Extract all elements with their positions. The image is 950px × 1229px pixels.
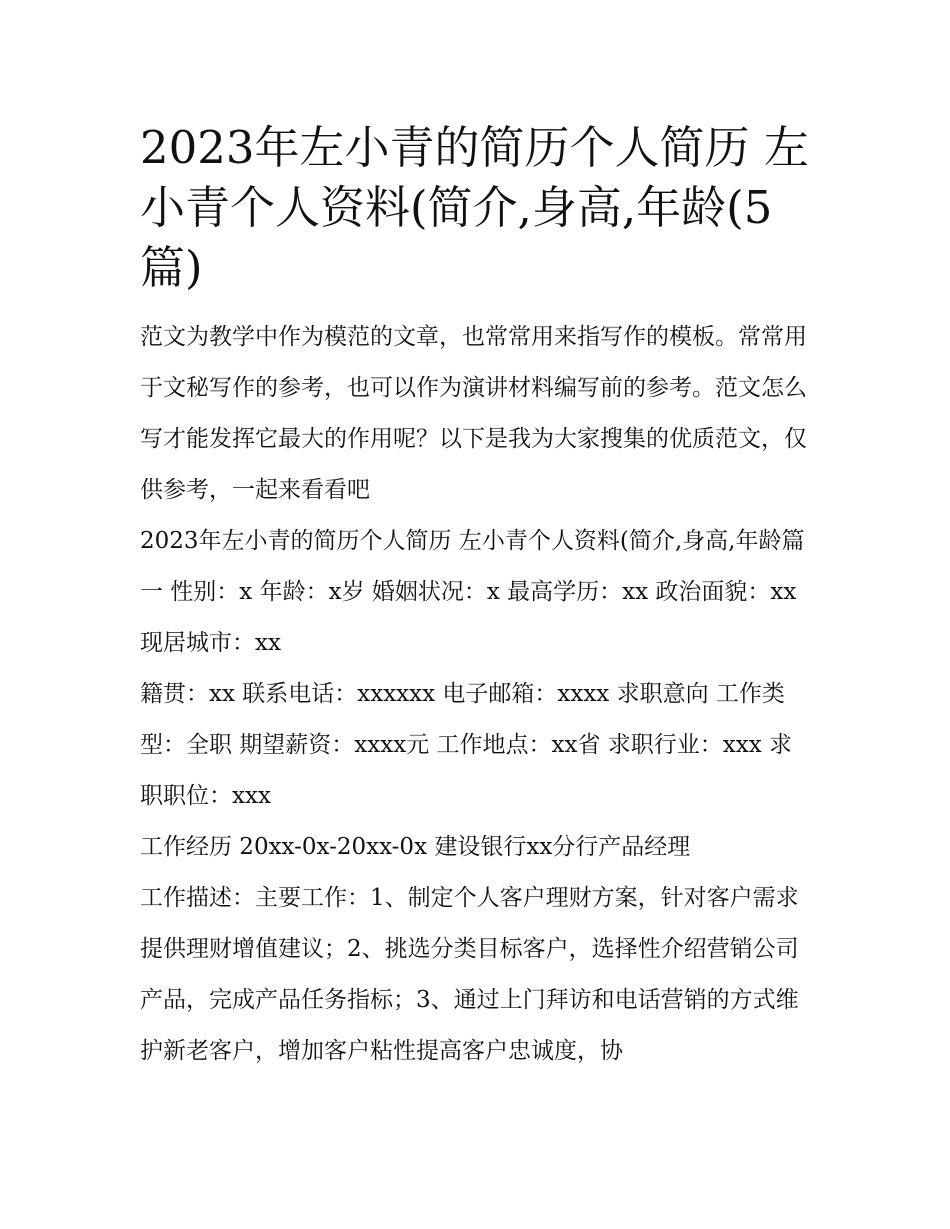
document-title: 2023年左小青的简历个人简历 左小青个人资料(简介,身高,年龄(5篇) [140, 121, 809, 294]
resume-basic-info-paragraph: 2023年左小青的简历个人简历 左小青个人资料(简介,身高,年龄篇一 性别：x 年龄：x岁 婚姻状况：x 最高学历：xx 政治面貌：xx 现居城市：xx [140, 528, 805, 656]
resume-contact-intent-paragraph: 籍贯：xx 联系电话：xxxxxx 电子邮箱：xxxx 求职意向 工作类型：全职 期望薪资：xxxx元 工作地点：xx省 求职行业：xxx 求职职位：xxx [140, 681, 792, 809]
intro-paragraph: 范文为教学中作为模范的文章，也常常用来指写作的模板。常常用于文秘写作的参考，也可以作为演讲材料编写前的参考。范文怎么写才能发挥它最大的作用呢？以下是我为大家搜集的优质范文，仅供参考，一起来看看吧 [140, 324, 807, 503]
work-description-paragraph: 工作描述：主要工作：1、制定个人客户理财方案，针对客户需求提供理财增值建议；2、挑选分类目标客户，选择性介绍营销公司产品，完成产品任务指标；3、通过上门拜访和电话营销的方式维护新老客户，增加客户粘性提高客户忠诚度，协 [140, 885, 799, 1064]
document-body [140, 118, 812, 1077]
work-history-paragraph: 工作经历 20xx-0x-20xx-0x 建设银行xx分行产品经理 [140, 834, 691, 860]
